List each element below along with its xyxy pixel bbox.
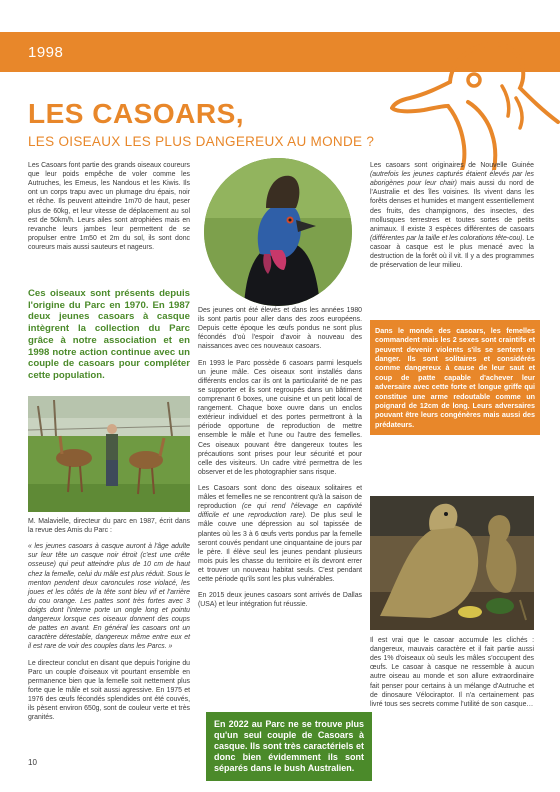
conclusion-paragraph: Le directeur conclut en disant que depuis l'origine du Parc un couple d'oiseaux vit pourtant ensemble en permanence bien que la femelle soit nettement plus forte que le mâle et soit aussi agressive. En 1975 et 1976 des œufs fécondés splendides ont été couvés, ils pèsent environ 650g, sont de couleur verte et très granités. — [28, 659, 190, 722]
malavielle-quote: « les jeunes casoars à casque auront à l'âge adulte sur leur tête un casque noir étroit (c'est une crête osseuse) qui peut atteindre plus de 10 cm de haut chez la femelle, celui du mâle est plus réduit. Sous le menton pendent deux caroncules rose violacé, les joues et les côtés de la tête sont bleu vif et l'arrière du cou orange. Les pattes sont très fortes avec 3 doigts dont l'interne porte un ongle long et pointu dangereux lorsque ces oiseaux donnent des coups de pattes en avant. En général les casoars ont un caractère détestable, dangereux même entre eux et il est rare de voir des couples dans les Parcs. » — [28, 543, 191, 651]
malavielle-intro: M. Malavielle, directeur du parc en 1987, écrit dans la revue des Amis du Parc : — [28, 518, 190, 535]
col2-paragraph-2: En 1993 le Parc possède 6 casoars parmi lesquels un jeune mâle. Ces oiseaux sont installés dans différents enclos car ils ont la particularité de ne pas se supporter et ils sont regroupés dans un bâtiment comprenant 6 boxes, une cuisine et un petit local de rangement. Chaque boxe ouvre dans un enclos extérieur individuel et des portes permettront à la période opportune de reproduction de mettre ensemble le mâle et l'une ou l'autre des femelles. Ces oiseaux pouvant être dangereux toutes les précautions sont prises pour leur sécurité et pour celle des visiteurs. Un cadre vitré permettra de les observer et de les photographier sans risque. — [198, 359, 362, 476]
column-1-body — [28, 517, 190, 729]
page-subtitle: LES OISEAUX LES PLUS DANGEREUX AU MONDE ? — [28, 134, 375, 149]
photo-young-cassowaries — [370, 496, 534, 630]
page-title: LES CASOARS, — [28, 98, 245, 129]
photo-keeper-with-cassowaries — [28, 396, 190, 512]
green-info-box: En 2022 au Parc ne se trouve plus qu'un seul couple de Casoars à casque. Ils sont très caractériels et donc bien évidemment ils sont séparés dans le bush Australien. — [206, 712, 372, 781]
cassowary-outline-illustration — [390, 42, 560, 170]
intro-paragraph: Les Casoars font partie des grands oiseaux coureurs que leur poids empêche de voler comme les Autruches, les Emeus, les Nandous et les Kiwis. Ils ont un corps trapu avec un plumage dru épais, noir et rêche. Ils peuvent atteindre 1m70 de haut, peser plus de 60kg, et leur vitesse de déplacement au sol est de 50km/h. Leurs ailes sont atrophiées mais en revanche leurs jambes leur permettent de se propulser entre 1m50 et 2m du sol, ils sont donc coureurs mais aussi sauteurs et nageurs. — [28, 162, 190, 251]
column-1-intro — [28, 161, 190, 259]
col2-paragraph-3: Les Casoars sont donc des oiseaux solitaires et mâles et femelles ne se rencontrent qu'à la saison de reproduction (ce qui rend l'élevage en captivité difficile et une reproduction rare). De plus seul le mâle couve une dépression au sol tapissée de plantes où les 3 à 6 œufs verts pondus par la femelle seront couvés pendant une cinquantaine de jours par le père. Il élève seul les jeunes pendant plusieurs mois puis les chasse du territoire et ils devront errer et trouver un nouveau habitat seuls. C'est pendant cette période qu'ils sont les plus vulnérables. — [198, 484, 362, 584]
green-highlight-text: Ces oiseaux sont présents depuis l'origine du Parc en 1970. En 1987 deux jeunes casoars à casque intègrent la collection du Parc grâce à notre association et en 1998 notre action continue avec un couple de casoars pour compléter cette population. — [28, 288, 190, 381]
col3-paragraph-1: Les casoars sont originaires de Nouvelle Guinée (autrefois les jeunes capturés étaient élevés par les aborigènes pour leur chair) mais aussi du nord de l'Australie et des îles voisines. Ils vivent dans les forêts denses et humides et mangent essentiellement des fruits, des champignons, des insectes, des mollusques terrestres et toutes sortes de petits animaux. Il existe 3 espèces différentes de casoars (différentes par la taille et les colorations tête-cou). Le casoar à casque est le plus menacé avec la destruction de la forêt où il vit. Il y a des programmes de préservation de leur milieu. — [370, 162, 534, 270]
column-3-bottom — [370, 636, 534, 716]
col3-paragraph-2: Il est vrai que le casoar accumule les clichés : dangereux, mauvais caractère et il fait partie aussi des 1% d'oiseaux où seuls les mâles s'occupent des œufs. Le casoar à casque ne ressemble à aucun autre oiseau au monde et son allure extraordinaire fait penser pour certains à un mélange d'Autruche et de dinosaure Vélociraptor. Il n'a certainement pas livré tous ses secrets comme l'utilité de son casque… — [370, 637, 534, 708]
photo-cassowary-head — [204, 158, 352, 306]
col2-paragraph-1: Des jeunes ont été élevés et dans les années 1980 ils sont partis pour aller dans des zoos européens. Depuis cette époque les œufs pondus ne sont plus fécondés d'où l'espoir d'avoir à nouveau des naissances avec ces nouveaux casoars. — [198, 307, 362, 351]
column-3-top — [370, 161, 534, 277]
page-number: 10 — [28, 758, 37, 767]
orange-info-box: Dans le monde des casoars, les femelles commandent mais les 2 sexes sont craintifs et peuvent devenir violents s'ils se sentent en danger. Ils sont solitaires et considérés comme dangereux à cause de leur saut et coup de patte capable d'achever leur adversaire avec cette forte et longue griffe qui constitue une arme redoutable comme un poignard de 12cm de long. Leurs adversaires pouvant être leurs congénères mais aussi des prédateurs. — [370, 320, 540, 435]
year-label: 1998 — [28, 44, 64, 61]
col2-paragraph-4: En 2015 deux jeunes casoars sont arrivés de Dallas (USA) et leur intégration fut réussie. — [198, 592, 362, 609]
column-2-body — [198, 306, 362, 616]
